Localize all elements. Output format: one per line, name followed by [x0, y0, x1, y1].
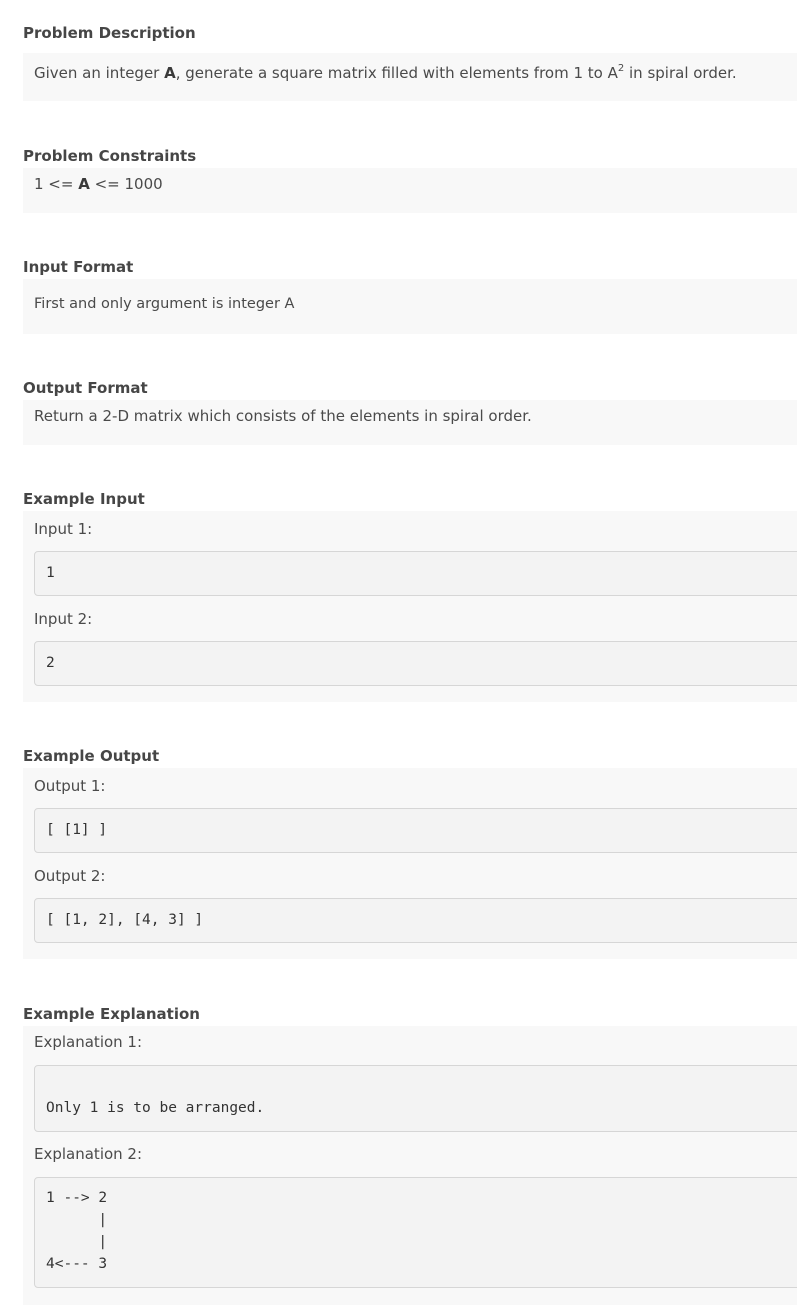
- description-superscript: 2: [617, 63, 625, 74]
- description-text-part: in spiral order.: [624, 64, 737, 82]
- example-output-code-1: [34, 808, 797, 853]
- constraints-text-part: <= 1000: [89, 175, 163, 193]
- code-line: [ [1, 2], [4, 3] ]: [46, 912, 204, 928]
- example-input-label-1: Input 1:: [34, 520, 93, 538]
- constraints-text-part: 1 <=: [34, 175, 79, 193]
- description-variable: A: [164, 64, 176, 82]
- example-input-code-1: [34, 551, 797, 596]
- code-line: 4<--- 3: [46, 1256, 108, 1272]
- input-format-box: [23, 279, 797, 334]
- problem-description-title: Problem Description: [23, 24, 196, 42]
- example-explanation-box: [23, 1026, 797, 1305]
- problem-constraints-title: Problem Constraints: [23, 147, 197, 165]
- problem-constraints-text: [34, 175, 163, 193]
- example-output-box: [23, 768, 797, 959]
- code-line: 1 --> 2: [46, 1190, 108, 1206]
- code-line: |: [46, 1212, 108, 1228]
- example-input-title: Example Input: [23, 490, 145, 508]
- example-input-box: [23, 511, 797, 702]
- example-explanation-code-2: [34, 1177, 797, 1288]
- code-line: [ [1] ]: [46, 822, 108, 838]
- code-line: 1: [46, 565, 55, 581]
- example-input-label-2: Input 2:: [34, 610, 93, 628]
- output-format-text: Return a 2-D matrix which consists of the elements in spiral order.: [34, 407, 532, 425]
- constraints-variable: A: [78, 175, 90, 193]
- example-output-code-2: [34, 898, 797, 943]
- example-output-title: Example Output: [23, 747, 160, 765]
- example-output-label-2: Output 2:: [34, 867, 106, 885]
- description-text-part: , generate a square matrix filled with elements from 1 to A: [175, 64, 618, 82]
- input-format-title: Input Format: [23, 258, 134, 276]
- problem-description-text: [34, 64, 737, 82]
- output-format-box: [23, 400, 797, 445]
- description-text-part: Given an integer: [34, 64, 165, 82]
- example-input-code-2: [34, 641, 797, 686]
- problem-description-box: [23, 53, 797, 101]
- code-line: |: [46, 1234, 108, 1250]
- example-output-label-1: Output 1:: [34, 777, 106, 795]
- code-line: Only 1 is to be arranged.: [46, 1100, 265, 1116]
- input-format-text: First and only argument is integer A: [34, 296, 295, 312]
- example-explanation-title: Example Explanation: [23, 1005, 200, 1023]
- problem-constraints-box: [23, 168, 797, 213]
- example-explanation-label-1: Explanation 1:: [34, 1033, 143, 1051]
- code-line: 2: [46, 655, 55, 671]
- example-explanation-code-1: [34, 1065, 797, 1132]
- example-explanation-label-2: Explanation 2:: [34, 1145, 143, 1163]
- output-format-title: Output Format: [23, 379, 148, 397]
